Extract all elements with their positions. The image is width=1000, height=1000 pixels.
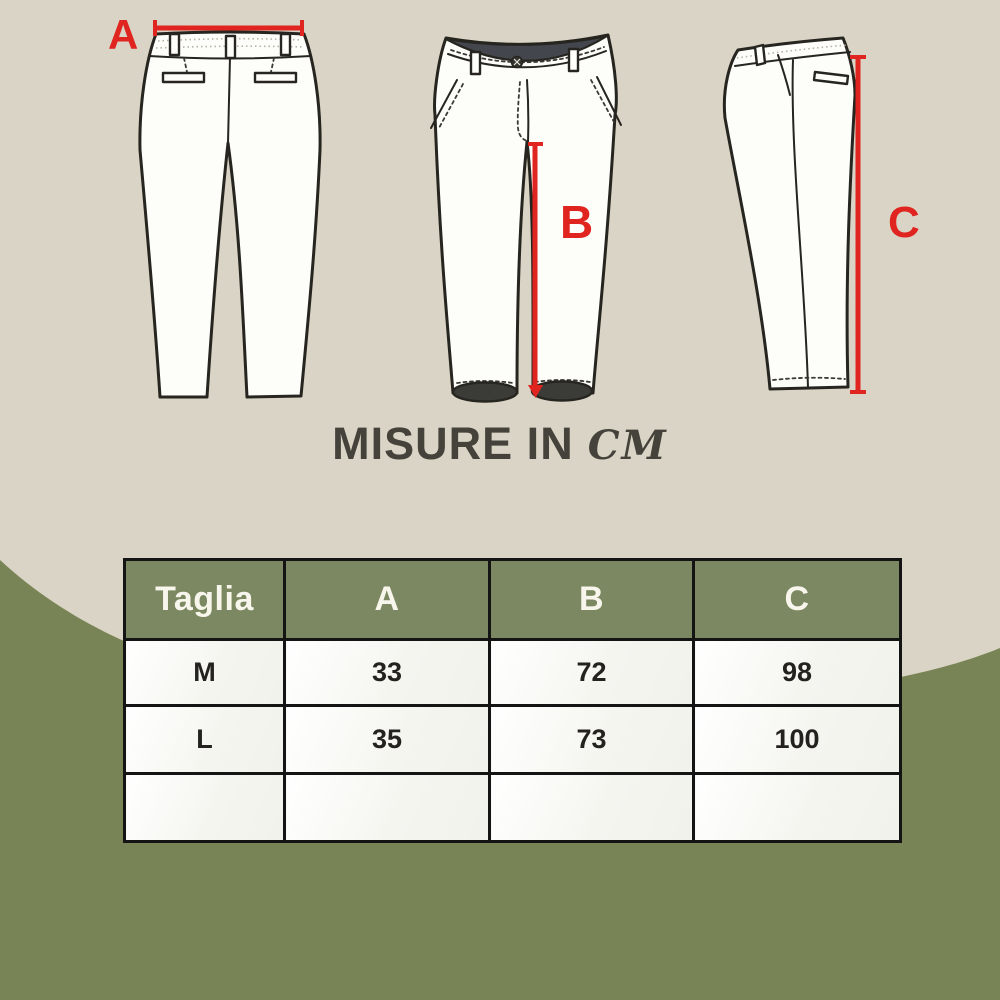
belt-loop	[281, 34, 290, 55]
cell-empty	[125, 774, 285, 842]
hem-right	[532, 382, 592, 401]
belt-loop	[226, 36, 235, 58]
label-b: B	[560, 196, 594, 248]
title-main-text: MISURE IN	[332, 418, 574, 469]
header-a: A	[285, 560, 490, 640]
belt-loop	[170, 34, 179, 55]
back-pocket-left	[163, 73, 204, 82]
cell-l-b: 73	[490, 706, 694, 774]
label-c: C	[888, 198, 920, 247]
table-row-m	[125, 640, 901, 706]
hem-left	[453, 383, 517, 402]
cell-m-a: 33	[285, 640, 490, 706]
cell-size-l: L	[125, 706, 285, 774]
cell-empty	[694, 774, 901, 842]
size-table	[123, 558, 902, 843]
cell-m-c: 98	[694, 640, 901, 706]
header-taglia: Taglia	[125, 560, 285, 640]
belt-loop	[755, 45, 765, 65]
back-pocket-right	[255, 73, 296, 82]
table-row-empty	[125, 774, 901, 842]
cell-empty	[285, 774, 490, 842]
cell-l-c: 100	[694, 706, 901, 774]
cell-empty	[490, 774, 694, 842]
pants-back-view-illustration	[100, 0, 340, 420]
title-unit-text: CM	[587, 422, 668, 469]
header-c: C	[694, 560, 901, 640]
size-table-header-row	[125, 560, 901, 640]
cell-size-m: M	[125, 640, 285, 706]
cell-l-a: 35	[285, 706, 490, 774]
page-title	[0, 418, 1000, 470]
pants-side-view-illustration	[700, 0, 940, 420]
belt-loop	[471, 52, 480, 74]
pants-back-body	[140, 32, 320, 397]
pants-side-body	[724, 38, 855, 389]
cell-m-b: 72	[490, 640, 694, 706]
label-a: A	[108, 11, 139, 58]
measurement-c	[850, 57, 920, 392]
table-row-l	[125, 706, 901, 774]
belt-loop	[569, 49, 578, 71]
header-b: B	[490, 560, 694, 640]
pants-front-view-illustration	[400, 0, 650, 420]
